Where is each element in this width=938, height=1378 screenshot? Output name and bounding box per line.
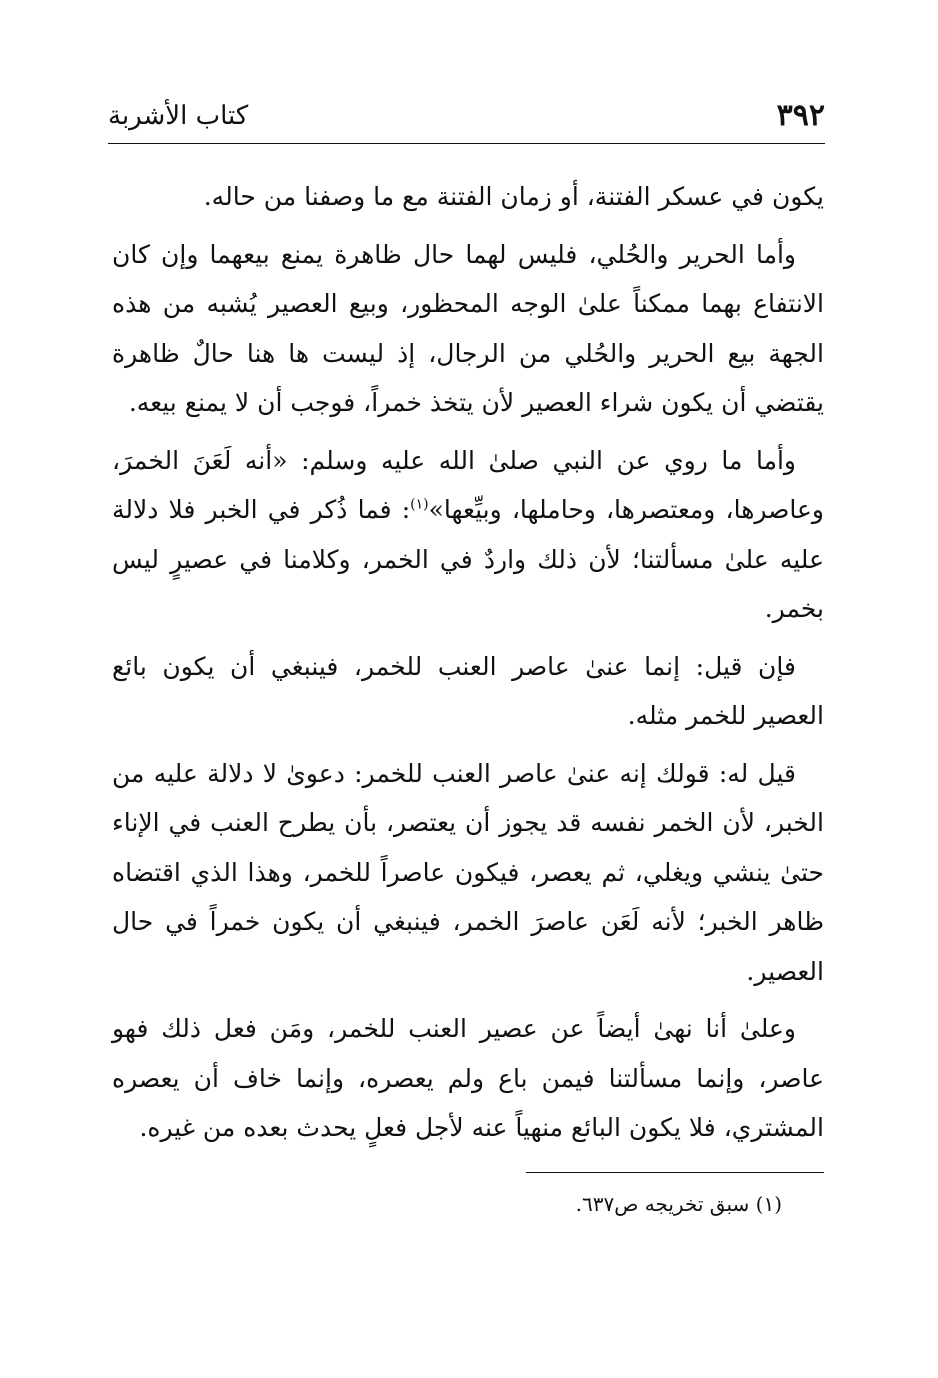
main-text (112, 172, 824, 1161)
paragraph-text-before-footnote: وأما ما روي عن النبي صلىٰ الله عليه وسلم: «أنه لَعَنَ الخمرَ، وعاصرها، ومعتصرها، وحاملها، وبيِّعها» (112, 445, 825, 524)
book-title: كتاب الأشربة (108, 101, 249, 131)
paragraph-text-after-footnote: : فما ذُكر في الخبر فلا دلالة عليه علىٰ مسألتنا؛ لأن ذلك واردٌ في الخمر، وكلامنا في عصيرٍ ليس بخمر. (112, 495, 824, 623)
paragraph: يكون في عسكر الفتنة، أو زمان الفتنة مع ما وصفنا من حاله. (203, 182, 824, 211)
header-rule (108, 143, 825, 144)
footnote: (١) سبق تخريجه ص٦٣٧. (575, 1192, 782, 1216)
footnote-rule (526, 1172, 824, 1173)
running-header (108, 96, 825, 140)
page-number: ٣٩٢ (776, 98, 825, 133)
paragraph: فإن قيل: إنما عنىٰ عاصر العنب للخمر، فينبغي أن يكون بائع العصير للخمر مثله. (112, 651, 824, 730)
paragraph: وعلىٰ أنا نهىٰ أيضاً عن عصير العنب للخمر، ومَن فعل ذلك فهو عاصر، وإنما مسألتنا فيمن باع ولم يعصره، وإنما خاف أن يعصره المشتري، فلا يكون البائع منهياً عنه لأجل فعلٍ يحدث بعده من غيره. (112, 1014, 824, 1142)
paragraph (112, 436, 824, 634)
paragraph: قيل له: قولك إنه عنىٰ عاصر العنب للخمر: دعوىٰ لا دلالة عليه من الخبر، لأن الخمر نفسه قد يجوز أن يعتصر، بأن يطرح العنب في الإناء حتىٰ ينشي ويغلي، ثم يعصر، فيكون عاصراً للخمر، وهذا الذي اقتضاه ظاهر الخبر؛ لأنه لَعَن عاصرَ الخمر، فينبغي أن يكون خمراً في حال العصير. (112, 758, 824, 986)
footnote-reference[interactable]: (١) (410, 496, 429, 513)
paragraph: وأما الحرير والحُلي، فليس لهما حال ظاهرة يمنع بيعهما وإن كان الانتفاع بهما ممكناً علىٰ الوجه المحظور، وبيع العصير يُشبه من هذه الجهة بيع الحرير والحُلي من الرجال، إذ ليست ها هنا حالٌ ظاهرة يقتضي أن يكون شراء العصير لأن يتخذ خمراً، فوجب أن لا يمنع بيعه. (112, 239, 824, 417)
